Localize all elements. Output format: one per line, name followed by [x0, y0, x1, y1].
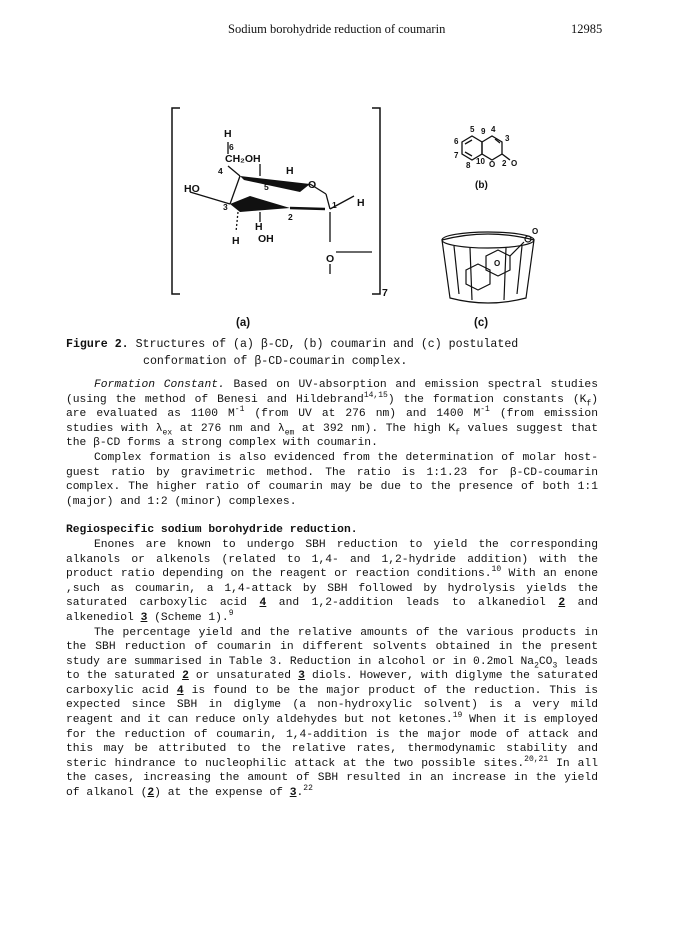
label-h: H	[224, 128, 232, 140]
text: (Scheme 1).	[147, 611, 229, 624]
running-title: Sodium borohydride reduction of coumarin	[228, 22, 446, 36]
panel-a-label: (a)	[236, 317, 251, 329]
panel-a-atom-labels	[184, 128, 388, 299]
panel-b-label: (b)	[475, 180, 488, 191]
article-body	[66, 378, 598, 801]
paragraph-enones	[66, 538, 598, 626]
text: leads to the saturated	[66, 655, 598, 683]
text: at 392 nm). The high K	[294, 422, 456, 435]
compound-number: 4	[259, 597, 267, 610]
label-ring-oxygen: O	[494, 259, 501, 268]
text: The percentage yield and the relative amounts of the various products in the SBH reduction of coumarin in different solvents obtained in the present study are summarised in Table 3. Reduction in alcohol or in 0.2mol Na	[66, 626, 598, 668]
text: (from emission studies with λ	[66, 408, 598, 435]
text: at 276 nm and λ	[172, 422, 285, 435]
subscript: em	[284, 428, 295, 438]
label-c6: 6	[229, 142, 234, 152]
compound-number: 3	[298, 670, 305, 683]
label-n2: 2	[502, 159, 507, 168]
label-n4: 4	[491, 125, 496, 134]
text: ) the formation constants (K	[387, 393, 587, 406]
figure-2-structures	[150, 84, 590, 346]
text: diols. However, with diglyme the saturated carboxylic acid	[66, 670, 599, 697]
paragraph-host-guest-ratio: Complex formation is also evidenced from the determination of molar host-guest ratio by gravimetric method. The ratio is 1:1.23 for β-CD-coumarin complex. The higher ratio of coumarin may be due to the presence of both 1:1 (major) and 1:2 (minor) complexes.	[66, 451, 598, 508]
compound-number: 2	[182, 670, 189, 683]
text: and 1,2-addition leads to alkanediol	[266, 597, 559, 610]
label-c1: 1	[332, 200, 337, 210]
text: In all the cases, increasing the amount of SBH resulted in an increase in the yield of alkanol (	[66, 757, 598, 800]
bracket-subscript: 7	[382, 287, 388, 299]
text: values suggest that the β-CD forms a strong complex with coumarin.	[66, 422, 598, 450]
text: (from UV at 276 nm) and 1400 M	[244, 408, 481, 421]
label-h: H	[232, 235, 240, 247]
text: With an enone ,such as coumarin, a 1,4-attack by SBH followed by hydrolysis yields the saturated carboxylic acid	[66, 568, 598, 610]
panel-a-beta-cd	[172, 108, 380, 294]
text: ) at the expense of	[154, 787, 290, 800]
label-glycosidic-oxygen: O	[326, 253, 335, 265]
superscript: -1	[480, 405, 490, 415]
label-n8: 8	[466, 161, 471, 170]
label-c2: 2	[288, 212, 293, 222]
label-oh: OH	[258, 233, 274, 245]
caption-line-1: Structures of (a) β-CD, (b) coumarin and (c) postulated	[135, 338, 519, 351]
figure-caption	[66, 336, 606, 370]
compound-number: 4	[176, 684, 184, 697]
label-carbonyl-oxygen: O	[511, 159, 518, 168]
label-c4: 4	[218, 166, 223, 176]
text: Based on UV-absorption and emission spectral studies (using the method of Benesi and Hildebrand	[66, 379, 598, 406]
label-ring-oxygen: O	[489, 160, 496, 169]
superscript: -1	[234, 405, 245, 415]
text: is found to be the major product of the reduction. This is expected since SBH in diglyme (a non-hydroxylic solvent) is a very mild reagent and it can reduce only aldehydes but not ketones.	[66, 684, 599, 727]
citation: 10	[491, 565, 502, 575]
compound-number: 2	[558, 597, 566, 610]
label-h: H	[255, 221, 263, 233]
paragraph-percentage-yield	[66, 626, 598, 801]
label-carbonyl-oxygen: O	[532, 227, 539, 236]
section-heading: Regiospecific sodium borohydride reduction.	[66, 524, 358, 537]
label-n9: 9	[481, 127, 486, 136]
citation: 14,15	[363, 390, 388, 400]
label-ch2oh: CH₂OH	[225, 153, 261, 165]
citation: 19	[452, 711, 463, 721]
label-ring-oxygen: O	[308, 179, 317, 191]
caption-line-2: conformation of β-CD-coumarin complex.	[143, 355, 408, 368]
subscript: f	[586, 398, 592, 408]
label-ho: HO	[184, 183, 200, 195]
caption-label: Figure 2.	[66, 338, 129, 351]
label-n6: 6	[454, 137, 459, 146]
text: or unsaturated	[188, 670, 299, 683]
text: When it is employed for the reduction of coumarin, 1,4-addition is the major mode of attack and this may be attributed to the relative rates, thermodynamic stability and steric hindrance to nucleophilic attack at the two possible sites.	[66, 714, 598, 770]
label-n10: 10	[476, 157, 485, 166]
subscript: 3	[552, 660, 558, 670]
compound-number: 3	[289, 787, 297, 800]
citation: 22	[303, 784, 313, 794]
subscript: f	[455, 428, 460, 438]
text: CO	[538, 655, 553, 668]
page-number: 12985	[571, 22, 603, 36]
text: ) are evaluated as 1100 M	[66, 393, 598, 421]
text: and alkenediol	[66, 597, 598, 624]
label-c3: 3	[223, 202, 228, 212]
subscript: ex	[162, 428, 173, 438]
text: .	[296, 787, 304, 800]
compound-number: 2	[147, 787, 155, 800]
label-h: H	[286, 165, 294, 177]
label-n3: 3	[505, 134, 510, 143]
panel-c-label: (c)	[474, 317, 489, 329]
paragraph-formation-constant	[66, 378, 598, 451]
label-n7: 7	[454, 151, 459, 160]
citation: 20,21	[524, 755, 549, 765]
text: Enones are known to undergo SBH reduction to yield the corresponding alkanols or alkenols (related to 1,4- and 1,2-hydride addition) with the product ratio depending on the reagent or reaction conditions.	[66, 538, 598, 581]
subscript: 2	[534, 660, 539, 670]
run-in-heading: Formation Constant.	[94, 379, 225, 391]
label-h: H	[357, 197, 365, 209]
label-n5: 5	[470, 125, 475, 134]
citation: 9	[228, 609, 234, 619]
compound-number: 3	[140, 611, 148, 624]
panel-c-complex	[442, 232, 534, 303]
panel-b-coumarin	[462, 136, 510, 160]
label-c5: 5	[264, 182, 269, 192]
